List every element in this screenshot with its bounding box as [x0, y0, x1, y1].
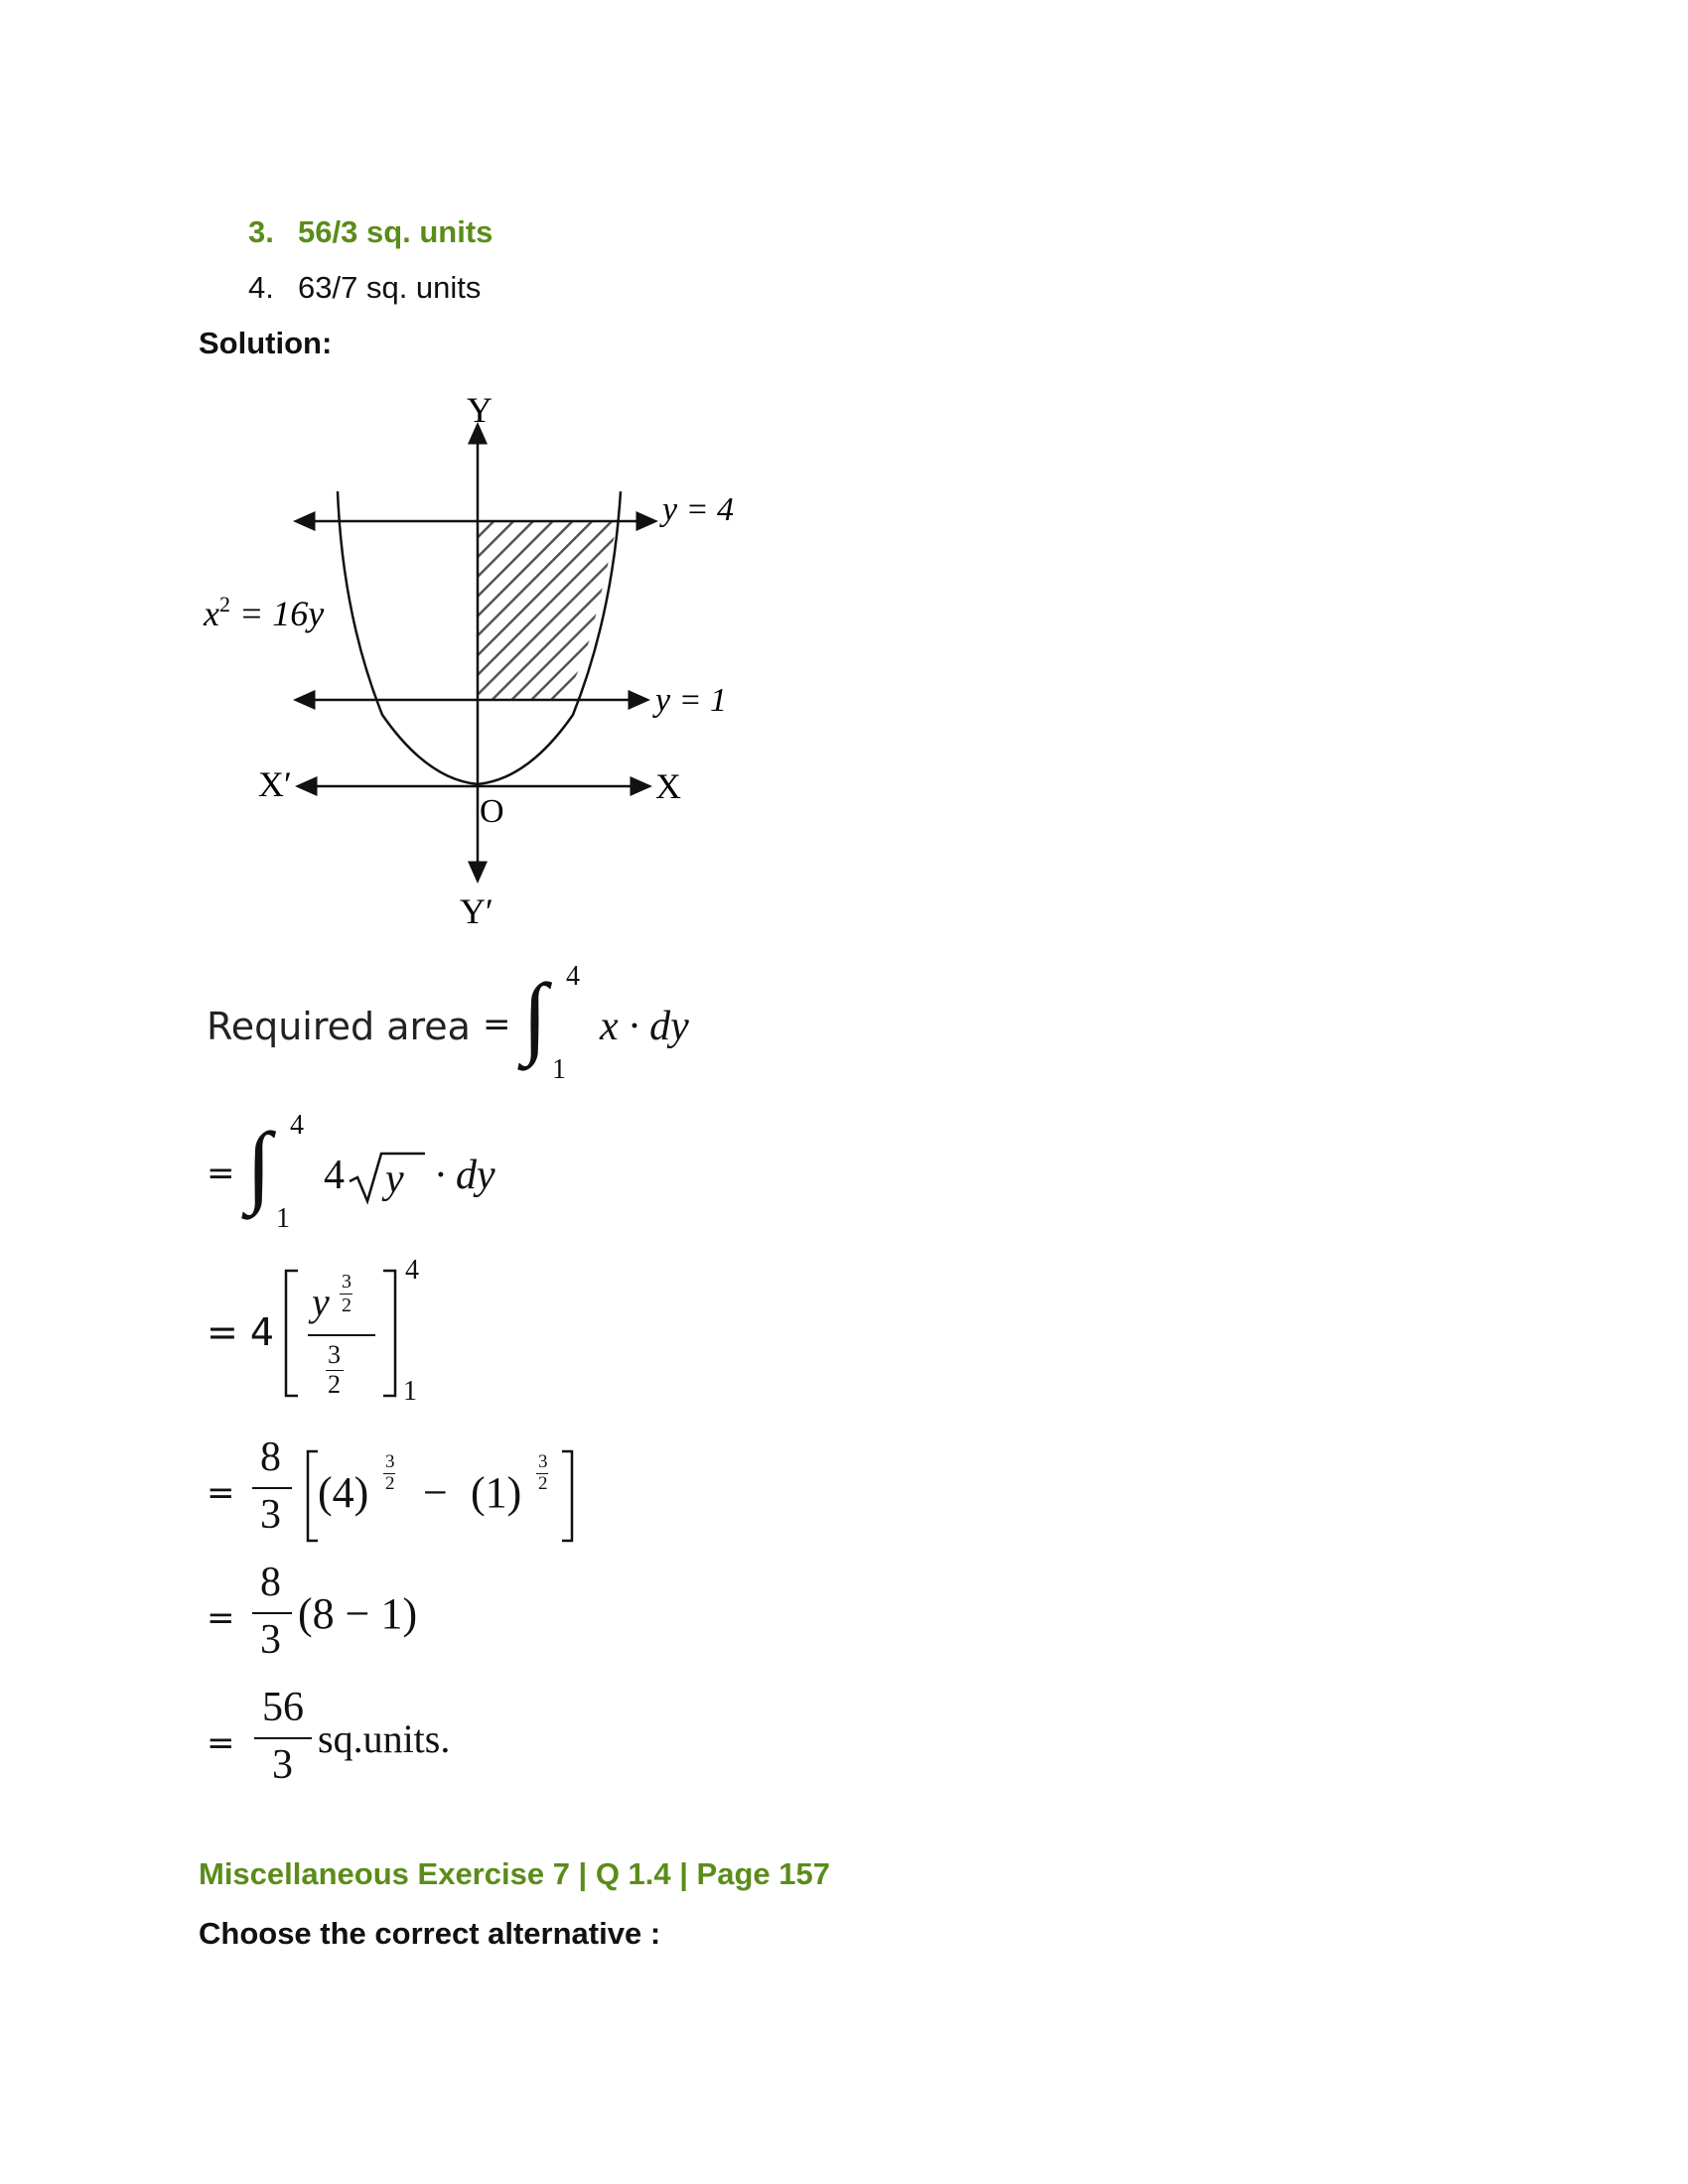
integral-sign: ∫ — [246, 1114, 272, 1215]
integrand: x · dy — [600, 1004, 689, 1049]
step-4 — [207, 1430, 802, 1559]
step-5 — [207, 1555, 802, 1684]
denominator-num: 3 — [328, 1340, 341, 1369]
step-1-label: Required area — [207, 1005, 471, 1048]
y-axis-neg-label: Y′ — [460, 891, 493, 931]
frac-den: 3 — [260, 1617, 281, 1663]
x-axis-neg-label: X′ — [258, 764, 292, 804]
upper-limit: 4 — [290, 1110, 304, 1141]
step-5-eq: = — [207, 1598, 235, 1638]
line-y1-label: y = 1 — [655, 682, 728, 719]
frac-num: 56 — [262, 1685, 304, 1730]
lower-limit: 1 — [552, 1054, 566, 1085]
frac-num: 8 — [260, 1434, 281, 1480]
step-1 — [207, 953, 802, 1102]
frac-num: 8 — [260, 1560, 281, 1605]
integral-sign: ∫ — [522, 965, 548, 1066]
shaded-region — [478, 521, 618, 700]
option-3 — [248, 214, 492, 250]
numerator-exp-den: 2 — [342, 1295, 352, 1316]
upper-limit: 4 — [566, 961, 580, 992]
coefficient: 4 — [324, 1153, 345, 1198]
minus-sign: − — [423, 1468, 448, 1517]
frac-bar — [252, 1612, 292, 1614]
frac-den: 3 — [260, 1492, 281, 1538]
step-3 — [207, 1249, 802, 1418]
right-bracket — [379, 1269, 399, 1398]
numerator-exp-num: 3 — [342, 1271, 352, 1293]
step-2 — [207, 1102, 802, 1241]
exp-a-num: 3 — [385, 1451, 395, 1472]
exp-b-num: 3 — [538, 1451, 548, 1472]
option-number: 3. — [248, 214, 274, 249]
numerator-base: y — [312, 1280, 330, 1324]
right-bracket — [558, 1449, 576, 1543]
option-4 — [248, 270, 481, 306]
frac-den: 3 — [272, 1742, 293, 1788]
question-instruction: Choose the correct alternative : — [199, 1916, 661, 1951]
frac-bar — [252, 1487, 292, 1489]
option-number: 4. — [248, 270, 274, 305]
step-2-eq: = — [207, 1154, 235, 1193]
exp-a-den: 2 — [385, 1473, 395, 1494]
step-3-eq: = 4 — [207, 1310, 275, 1354]
denominator-den: 2 — [328, 1370, 341, 1399]
term-b: (1) — [471, 1468, 522, 1517]
step-1-eq: = — [483, 1005, 511, 1044]
curve-label: $x^2 = 16y$ — [204, 592, 325, 633]
origin-label: O — [480, 793, 504, 830]
x-axis-label: X — [655, 766, 681, 806]
term-a: (4) — [318, 1468, 369, 1517]
step-4-eq: = — [207, 1473, 235, 1513]
option-text: 56/3 sq. units — [298, 214, 493, 249]
exercise-reference: Miscellaneous Exercise 7 | Q 1.4 | Page 157 — [199, 1856, 830, 1891]
step-6 — [207, 1680, 802, 1809]
step-6-rest: sq.units. — [318, 1716, 451, 1761]
lower-limit: 1 — [276, 1203, 290, 1234]
line-y4-label: y = 4 — [662, 491, 735, 528]
lower-limit: 1 — [403, 1376, 417, 1407]
solution-label: Solution: — [199, 326, 333, 360]
option-text: 63/7 sq. units — [298, 270, 482, 305]
fraction-bar — [308, 1334, 375, 1336]
parabola-figure — [194, 387, 770, 943]
step-2-rest: · dy — [435, 1153, 495, 1198]
radicand: y — [385, 1157, 404, 1202]
step-5-rest: (8 − 1) — [298, 1589, 418, 1638]
step-6-eq: = — [207, 1723, 235, 1763]
exp-b-den: 2 — [538, 1473, 548, 1494]
y-axis-label: Y — [467, 390, 492, 430]
upper-limit: 4 — [405, 1255, 419, 1286]
left-bracket — [282, 1269, 302, 1398]
frac-bar — [254, 1737, 312, 1739]
